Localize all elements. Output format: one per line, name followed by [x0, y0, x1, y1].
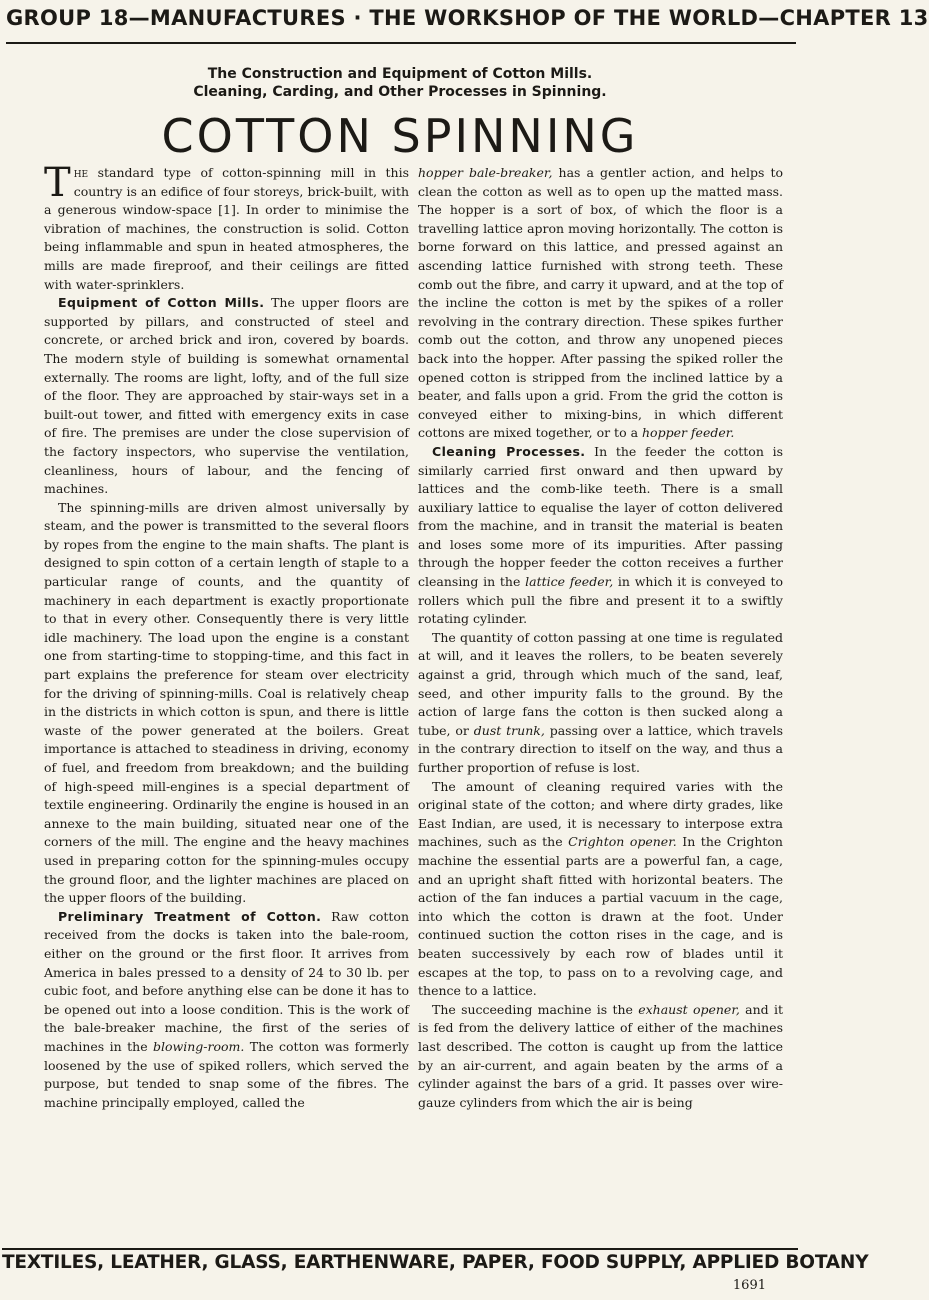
hopper-emphasis-b: hopper feeder.: [642, 425, 735, 441]
running-header: GROUP 18—MANUFACTURES · THE WORKSHOP OF THE WORLD—CHAPTER 13: [6, 6, 796, 44]
amount-text-a: The amount of cleaning required varies with the original state of the cotton; and where dirty grades, like East Indian, are used, it is necessary to interpose extra machines, such as the: [418, 778, 783, 850]
section-heading-cleaning: Cleaning Processes.: [432, 443, 586, 459]
amount-emphasis: Crighton opener.: [568, 834, 677, 850]
drop-cap: T: [44, 160, 71, 206]
intro-smallcaps: he: [73, 165, 89, 180]
right-column: [418, 164, 783, 1239]
power-paragraph: [44, 499, 409, 908]
running-footer: TEXTILES, LEATHER, GLASS, EARTHENWARE, PAPER, FOOD SUPPLY, APPLIED BOTANY: [2, 1248, 798, 1273]
hopper-paragraph: [418, 164, 783, 443]
preliminary-emphasis: blowing-room.: [153, 1038, 245, 1054]
quantity-text-b: passing over a lattice, which travels in the contrary direction to itself on the way, and thus a further proportion of refuse is lost.: [418, 722, 783, 775]
amount-paragraph: [418, 778, 783, 1001]
page-number: 1691: [732, 1278, 766, 1293]
intro-paragraph: [44, 160, 409, 294]
article-title: COTTON SPINNING: [161, 109, 639, 163]
exhaust-emphasis: exhaust opener,: [638, 1001, 740, 1017]
exhaust-text-b: and it is fed from the delivery lattice of either of the machines last described. The cotton is caught up from the lattice by an air-current, and again beaten by the arms of a cylinder against the bars of a grid. It passes over wire-gauze cylinders from which the air is being: [418, 1001, 783, 1110]
subtitle-line-2: Cleaning, Carding, and Other Processes in Spinning.: [193, 84, 607, 100]
subtitle-line-1: The Construction and Equipment of Cotton Mills.: [207, 66, 593, 82]
cleaning-paragraph: [418, 443, 783, 629]
quantity-text-a: The quantity of cotton passing at one time is regulated at will, and it leaves the rollers, to be beaten severely against a grid, through which much of the sand, leaf, seed, and other impurity falls to the ground. By the action of large fans the cotton is then sucked along a tube, or: [418, 629, 783, 738]
preliminary-text-b: The cotton was formerly loosened by the use of spiked rollers, which served the purpose, but tended to snap some of the fibres. The machine principally employed, called the: [44, 1038, 409, 1110]
exhaust-paragraph: [418, 1001, 783, 1113]
cleaning-text-b: in which it is conveyed to rollers which pull the fibre and present it to a swiftly rotating cylinder.: [418, 574, 784, 627]
cleaning-emphasis: lattice feeder,: [525, 574, 614, 590]
hopper-emphasis-a: hopper bale-breaker,: [418, 165, 553, 180]
section-heading-preliminary: Preliminary Treatment of Cotton.: [58, 908, 322, 924]
exhaust-text-a: The succeeding machine is the: [432, 1001, 639, 1017]
power-text: The spinning-mills are driven almost universally by steam, and the power is transmitted to the several floors by ropes from the engine to the main shafts. The plant is designed to spin cotton of a certain length of staple to a particular range of counts, and the quantity of machinery in each department is exactly proportionate to that in every other. Consequently there is very little idle machinery. The load upon the engine is a constant one from starting-time to stopping-time, and this fact in part explains the preference for steam over electricity for the driving of spinning-mills. Coal is relatively cheap in the districts in which cotton is spun, and there is little waste of the power generated at the boilers. Great importance is attached to steadiness in driving, economy of fuel, and freedom from breakdown; and the building of high-speed mill-engines is a special department of textile engineering. Ordinarily the engine is housed in an annexe to the main building, situated near one of the corners of the mill. The engine and the heavy machines used in preparing cotton for the spinning-mules occupy the ground floor, and the lighter machines are placed on the upper floors of the building.: [44, 499, 409, 906]
cleaning-text-a: In the feeder the cotton is similarly carried first onward and then upward by lattices and the comb-like teeth. There is a small auxiliary lattice to equalise the layer of cotton delivered from the machine, and in transit the material is beaten and loses some more of its impurities. After passing through the hopper feeder the cotton receives a further cleansing in the: [418, 443, 784, 590]
hopper-text: has a gentler action, and helps to clean the cotton as well as to open up the matted mass. The hopper is a sort of box, of which the floor is a travelling lattice apron moving horizontally. The cotton is borne forward on this lattice, and pressed against an ascending lattice furnished with strong teeth. These comb out the fibre, and carry it upward, and at the top of the incline the cotton is met by the spikes of a roller revolving in the contrary direction. These spikes further comb out the cotton, and throw any unopened pieces back into the hopper. After passing the spiked roller the opened cotton is stripped from the inclined lattice by a beater, and falls upon a grid. From the grid the cotton is conveyed either to mixing-bins, in which different cottons are mixed together, or to a: [418, 165, 784, 441]
section-heading-equipment: Equipment of Cotton Mills.: [58, 295, 265, 311]
preliminary-text-a: Raw cotton received from the docks is taken into the bale-room, either on the ground or the first floor. It arrives from America in bales pressed to a density of 24 to 30 lb. per cubic foot, and before anything else can be done it has to be opened out into a loose condition. This is the work of the bale-breaker machine, the first of the series of machines in the: [44, 908, 409, 1054]
preliminary-paragraph: [44, 908, 409, 1113]
equipment-paragraph: [44, 294, 409, 499]
intro-text: standard type of cotton-spinning mill in this country is an edifice of four storeys, brick-built, with a generous window-space [1]. In order to minimise the vibration of machines, the construction is solid. Cotton being inflammable and spun in heated atmospheres, the mills are made fireproof, and their ceilings are fitted with water-sprinklers.: [44, 165, 409, 292]
quantity-emphasis: dust trunk,: [473, 722, 545, 738]
equipment-text: The upper floors are supported by pillars, and constructed of steel and concrete, or arched brick and iron, covered by boards. The modern style of building is somewhat ornamental externally. The rooms are light, lofty, and of the full size of the floor. They are approached by stair-ways set in a built-out tower, and fitted with emergency exits in case of fire. The premises are under the close supervision of the factory inspectors, who supervise the ventilation, cleanliness, hours of labour, and the fencing of machines.: [44, 295, 409, 497]
left-column: [44, 160, 409, 1239]
quantity-paragraph: [418, 629, 783, 778]
amount-text-b: In the Crighton machine the essential parts are a powerful fan, a cage, and an upright shaft fitted with horizontal beaters. The action of the fan induces a partial vacuum in the cage, into which the cotton is drawn at the foot. Under continued suction the cotton rises in the cage, and is beaten successively by each row of blades until it escapes at the top, to pass on to a revolving cage, and thence to a lattice.: [418, 834, 783, 999]
